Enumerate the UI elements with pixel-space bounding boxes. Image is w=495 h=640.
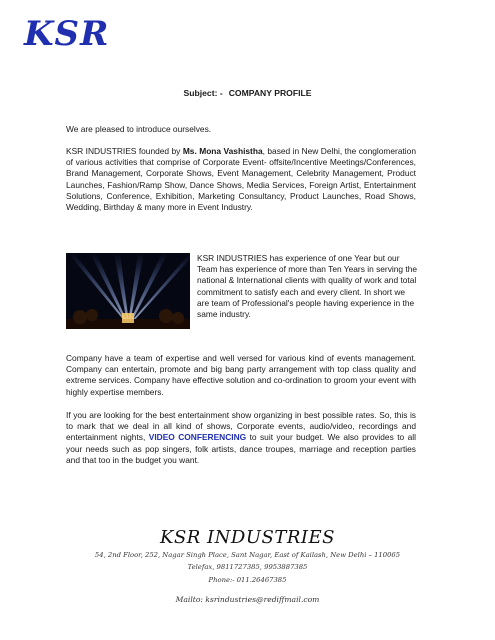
founder-name: Ms. Mona Vashistha <box>182 146 263 156</box>
services-text-end: to suit your budget. We also provides to all your needs such as pop singers, folk artists, dance troupes, marriage and reception parties and that too in the budget you want. <box>66 432 416 465</box>
experience-paragraph: KSR INDUSTRIES has experience of one Year but our Team has experience of more than Ten Years in serving the national & International clients with quality of work and total commitment to satisfy each and every client. In short we are team of Professional's people having experience in the same industry. <box>197 253 418 320</box>
team-paragraph: Company have a team of expertise and well versed for various kind of events management. Company can entertain, promote and big bang party arrangement with top class quality and extreme services. Company have effective solution and co-ordination to groom your event with highly expertise members. <box>66 353 416 397</box>
about-text-end: , based in New Delhi, the conglomeration of various activities that comprise of Corporate Event- offsite/Incentive Meetings/Conferences, Brand Management, Corporate Shows, Event Management, Celebrity Management, Product Launches, Fashion/Ramp Show, Dance Shows, Media Services, Foreign Artist, Entertainment Solutions, Conference, Exhibition, Marketing Consultancy, Product Launches, Road Shows, Wedding, Birthday & many more in Event Industry. <box>66 146 416 213</box>
intro-paragraph: We are pleased to introduce ourselves. <box>66 124 212 134</box>
stage-lights-illustration <box>66 253 190 329</box>
about-text-start: KSR INDUSTRIES founded by <box>66 146 183 156</box>
footer-email-address[interactable]: ksrindustries@rediffmail.com <box>205 595 320 604</box>
services-text-start: If you are looking for the best entertainment show organizing in best possible rates. So, this is to mark that we deal in all kind of shows, Corporate events, audio/video, recordings and entertainment nights, <box>66 410 416 443</box>
footer-phone: Phone:- 011.26467385 <box>208 576 287 584</box>
footer-telefax: Telefax, 9811727385, 9953887385 <box>187 563 308 571</box>
subject-line <box>0 88 495 98</box>
footer-email-label: Mailto: <box>175 595 203 604</box>
footer-address: 54, 2nd Floor, 252, Nagar Singh Place, Sant Nagar, East of Kailash, New Delhi – 110065 <box>94 551 401 559</box>
footer-email <box>0 595 495 604</box>
subject-value: COMPANY PROFILE <box>228 88 312 98</box>
services-paragraph <box>66 410 416 466</box>
company-logo: KSR <box>24 14 110 54</box>
event-stage-photo <box>66 253 190 329</box>
about-paragraph <box>66 146 416 213</box>
subject-label: Subject: - <box>183 88 223 98</box>
video-conferencing-highlight: VIDEO CONFERENCING <box>148 432 247 443</box>
footer-company-name: KSR INDUSTRIES <box>160 527 335 548</box>
